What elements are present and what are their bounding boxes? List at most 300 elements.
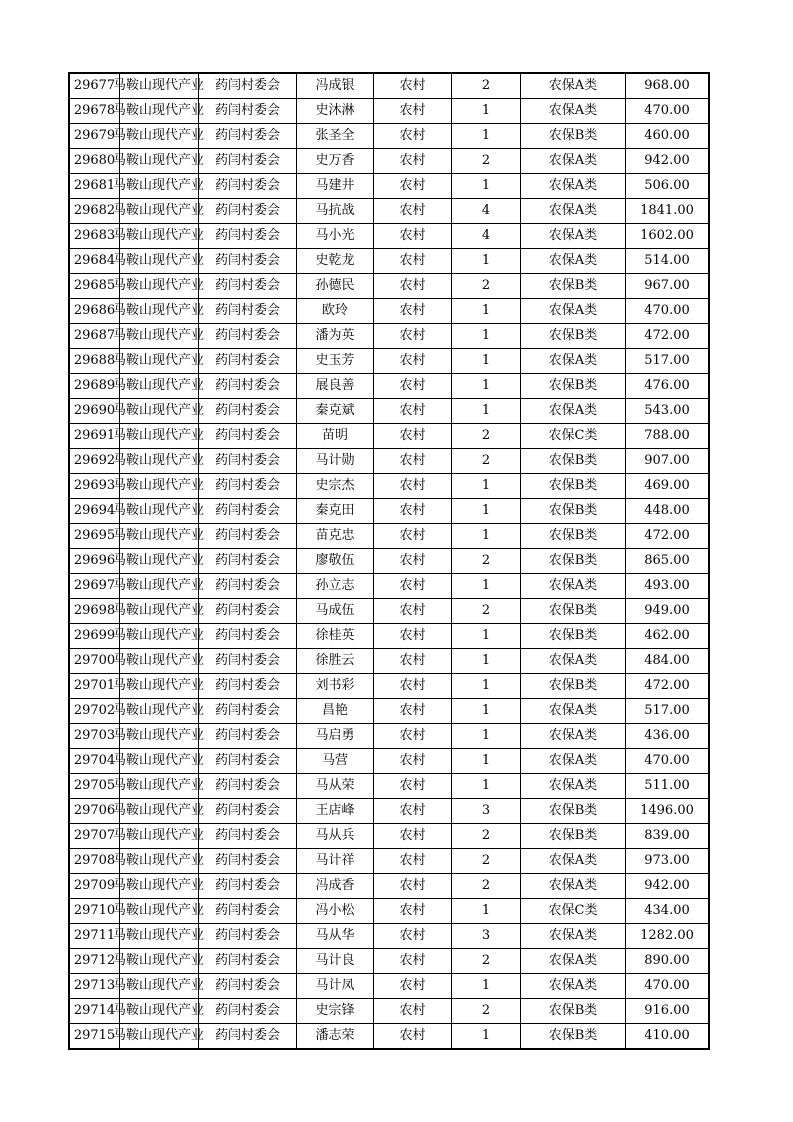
- type-cell: 农村: [374, 574, 452, 599]
- amount-cell: 967.00: [626, 274, 710, 299]
- name-cell: 欧玲: [297, 299, 374, 324]
- table-row: [69, 924, 709, 949]
- category-cell: 农保A类: [521, 699, 626, 724]
- amount-cell: 470.00: [626, 974, 710, 999]
- name-cell: 潘志荣: [297, 1024, 374, 1050]
- amount-cell: 470.00: [626, 749, 710, 774]
- type-cell: 农村: [374, 524, 452, 549]
- count-cell: 1: [452, 724, 521, 749]
- count-cell: 2: [452, 549, 521, 574]
- table-row: [69, 774, 709, 799]
- org-text: 马鞍山现代产业: [113, 828, 205, 843]
- amount-cell: 942.00: [626, 874, 710, 899]
- amount-cell: 462.00: [626, 624, 710, 649]
- name-cell: 刘书彩: [297, 674, 374, 699]
- amount-cell: 434.00: [626, 899, 710, 924]
- org-text: 马鞍山现代产业: [113, 978, 205, 993]
- table-row: [69, 574, 709, 599]
- amount-cell: 493.00: [626, 574, 710, 599]
- name-cell: 展良善: [297, 374, 374, 399]
- count-cell: 1: [452, 99, 521, 124]
- table-row: [69, 849, 709, 874]
- count-cell: 1: [452, 249, 521, 274]
- village-cell: 药闫村委会: [199, 474, 297, 499]
- row-id-cell: 29681: [69, 174, 120, 199]
- table-row: [69, 699, 709, 724]
- amount-cell: 470.00: [626, 99, 710, 124]
- org-cell: [113, 849, 205, 874]
- amount-cell: 506.00: [626, 174, 710, 199]
- org-cell: [113, 399, 205, 424]
- type-cell: 农村: [374, 649, 452, 674]
- name-cell: 秦克田: [297, 499, 374, 524]
- row-id-cell: 29682: [69, 199, 120, 224]
- table-row: [69, 974, 709, 999]
- org-text: 马鞍山现代产业: [113, 353, 205, 368]
- org-text: 马鞍山现代产业: [113, 128, 205, 143]
- table-row: [69, 599, 709, 624]
- amount-cell: 484.00: [626, 649, 710, 674]
- row-id-cell: 29713: [69, 974, 120, 999]
- count-cell: 1: [452, 674, 521, 699]
- amount-cell: 410.00: [626, 1024, 710, 1050]
- category-cell: 农保A类: [521, 249, 626, 274]
- count-cell: 3: [452, 924, 521, 949]
- row-id-cell: 29715: [69, 1024, 120, 1050]
- name-cell: 孙立志: [297, 574, 374, 599]
- amount-cell: 470.00: [626, 299, 710, 324]
- count-cell: 1: [452, 649, 521, 674]
- category-cell: 农保B类: [521, 824, 626, 849]
- name-cell: 张圣全: [297, 124, 374, 149]
- category-cell: 农保C类: [521, 424, 626, 449]
- table-body: [69, 73, 709, 1049]
- village-cell: 药闫村委会: [199, 349, 297, 374]
- name-cell: 史宗锋: [297, 999, 374, 1024]
- amount-cell: 511.00: [626, 774, 710, 799]
- name-cell: 马计良: [297, 949, 374, 974]
- type-cell: 农村: [374, 799, 452, 824]
- village-cell: 药闫村委会: [199, 549, 297, 574]
- name-cell: 冯成香: [297, 874, 374, 899]
- table-row: [69, 674, 709, 699]
- org-text: 马鞍山现代产业: [113, 778, 205, 793]
- org-cell: [113, 149, 205, 174]
- org-cell: [113, 674, 205, 699]
- amount-cell: 865.00: [626, 549, 710, 574]
- row-id-cell: 29697: [69, 574, 120, 599]
- category-cell: 农保B类: [521, 1024, 626, 1050]
- village-cell: 药闫村委会: [199, 149, 297, 174]
- amount-cell: 949.00: [626, 599, 710, 624]
- table-row: [69, 349, 709, 374]
- village-cell: 药闫村委会: [199, 99, 297, 124]
- table-row: [69, 749, 709, 774]
- org-text: 马鞍山现代产业: [113, 928, 205, 943]
- row-id-cell: 29698: [69, 599, 120, 624]
- org-cell: [113, 249, 205, 274]
- row-id-cell: 29701: [69, 674, 120, 699]
- org-cell: [113, 199, 205, 224]
- amount-cell: 469.00: [626, 474, 710, 499]
- category-cell: 农保B类: [521, 599, 626, 624]
- amount-cell: 476.00: [626, 374, 710, 399]
- name-cell: 马从华: [297, 924, 374, 949]
- amount-cell: 968.00: [626, 73, 710, 99]
- count-cell: 1: [452, 749, 521, 774]
- village-cell: 药闫村委会: [199, 899, 297, 924]
- table-row: [69, 499, 709, 524]
- row-id-cell: 29703: [69, 724, 120, 749]
- count-cell: 1: [452, 474, 521, 499]
- count-cell: 1: [452, 774, 521, 799]
- village-cell: 药闫村委会: [199, 724, 297, 749]
- village-cell: 药闫村委会: [199, 974, 297, 999]
- table-row: [69, 1024, 709, 1050]
- type-cell: 农村: [374, 374, 452, 399]
- org-text: 马鞍山现代产业: [113, 203, 205, 218]
- count-cell: 2: [452, 999, 521, 1024]
- category-cell: 农保B类: [521, 799, 626, 824]
- org-cell: [113, 749, 205, 774]
- category-cell: 农保B类: [521, 624, 626, 649]
- org-cell: [113, 474, 205, 499]
- count-cell: 3: [452, 799, 521, 824]
- org-cell: [113, 499, 205, 524]
- org-cell: [113, 174, 205, 199]
- name-cell: 廖敬伍: [297, 549, 374, 574]
- count-cell: 1: [452, 574, 521, 599]
- row-id-cell: 29696: [69, 549, 120, 574]
- org-text: 马鞍山现代产业: [113, 228, 205, 243]
- name-cell: 冯成银: [297, 73, 374, 99]
- row-id-cell: 29710: [69, 899, 120, 924]
- org-text: 马鞍山现代产业: [113, 153, 205, 168]
- org-text: 马鞍山现代产业: [113, 878, 205, 893]
- count-cell: 1: [452, 899, 521, 924]
- type-cell: 农村: [374, 1024, 452, 1050]
- category-cell: 农保B类: [521, 449, 626, 474]
- org-cell: [113, 799, 205, 824]
- village-cell: 药闫村委会: [199, 299, 297, 324]
- count-cell: 1: [452, 699, 521, 724]
- count-cell: 2: [452, 73, 521, 99]
- org-cell: [113, 999, 205, 1024]
- org-text: 马鞍山现代产业: [113, 78, 205, 93]
- count-cell: 1: [452, 624, 521, 649]
- org-text: 马鞍山现代产业: [113, 453, 205, 468]
- type-cell: 农村: [374, 199, 452, 224]
- name-cell: 马从兵: [297, 824, 374, 849]
- count-cell: 4: [452, 199, 521, 224]
- org-cell: [113, 874, 205, 899]
- count-cell: 1: [452, 349, 521, 374]
- org-text: 马鞍山现代产业: [113, 528, 205, 543]
- table-row: [69, 324, 709, 349]
- village-cell: 药闫村委会: [199, 699, 297, 724]
- name-cell: 马小光: [297, 224, 374, 249]
- category-cell: 农保A类: [521, 224, 626, 249]
- type-cell: 农村: [374, 749, 452, 774]
- name-cell: 马抗战: [297, 199, 374, 224]
- org-cell: [113, 649, 205, 674]
- category-cell: 农保A类: [521, 874, 626, 899]
- org-cell: [113, 949, 205, 974]
- village-cell: 药闫村委会: [199, 649, 297, 674]
- amount-cell: 436.00: [626, 724, 710, 749]
- village-cell: 药闫村委会: [199, 749, 297, 774]
- type-cell: 农村: [374, 624, 452, 649]
- table-row: [69, 99, 709, 124]
- org-cell: [113, 124, 205, 149]
- category-cell: 农保A类: [521, 174, 626, 199]
- name-cell: 马计勋: [297, 449, 374, 474]
- org-cell: [113, 73, 205, 99]
- count-cell: 2: [452, 424, 521, 449]
- org-cell: [113, 299, 205, 324]
- count-cell: 2: [452, 824, 521, 849]
- org-text: 马鞍山现代产业: [113, 753, 205, 768]
- name-cell: 苗克忠: [297, 524, 374, 549]
- type-cell: 农村: [374, 249, 452, 274]
- row-id-cell: 29678: [69, 99, 120, 124]
- type-cell: 农村: [374, 499, 452, 524]
- type-cell: 农村: [374, 974, 452, 999]
- row-id-cell: 29684: [69, 249, 120, 274]
- row-id-cell: 29709: [69, 874, 120, 899]
- type-cell: 农村: [374, 699, 452, 724]
- count-cell: 1: [452, 974, 521, 999]
- table-row: [69, 649, 709, 674]
- name-cell: 史玉芳: [297, 349, 374, 374]
- table-row: [69, 999, 709, 1024]
- row-id-cell: 29687: [69, 324, 120, 349]
- village-cell: 药闫村委会: [199, 199, 297, 224]
- row-id-cell: 29708: [69, 849, 120, 874]
- type-cell: 农村: [374, 149, 452, 174]
- name-cell: 潘为英: [297, 324, 374, 349]
- village-cell: 药闫村委会: [199, 999, 297, 1024]
- village-cell: 药闫村委会: [199, 874, 297, 899]
- village-cell: 药闫村委会: [199, 799, 297, 824]
- org-cell: [113, 724, 205, 749]
- amount-cell: 907.00: [626, 449, 710, 474]
- village-cell: 药闫村委会: [199, 274, 297, 299]
- count-cell: 2: [452, 874, 521, 899]
- row-id-cell: 29699: [69, 624, 120, 649]
- table-row: [69, 274, 709, 299]
- org-text: 马鞍山现代产业: [113, 253, 205, 268]
- org-cell: [113, 824, 205, 849]
- org-cell: [113, 1024, 205, 1050]
- category-cell: 农保A类: [521, 99, 626, 124]
- type-cell: 农村: [374, 599, 452, 624]
- org-text: 马鞍山现代产业: [113, 603, 205, 618]
- table-row: [69, 174, 709, 199]
- village-cell: 药闫村委会: [199, 124, 297, 149]
- table-row: [69, 949, 709, 974]
- row-id-cell: 29679: [69, 124, 120, 149]
- table-row: [69, 374, 709, 399]
- amount-cell: 514.00: [626, 249, 710, 274]
- category-cell: 农保B类: [521, 674, 626, 699]
- name-cell: 马建井: [297, 174, 374, 199]
- category-cell: 农保A类: [521, 949, 626, 974]
- org-text: 马鞍山现代产业: [113, 553, 205, 568]
- village-cell: 药闫村委会: [199, 73, 297, 99]
- row-id-cell: 29690: [69, 399, 120, 424]
- category-cell: 农保A类: [521, 73, 626, 99]
- row-id-cell: 29694: [69, 499, 120, 524]
- name-cell: 史沐淋: [297, 99, 374, 124]
- type-cell: 农村: [374, 474, 452, 499]
- org-text: 马鞍山现代产业: [113, 428, 205, 443]
- type-cell: 农村: [374, 349, 452, 374]
- org-text: 马鞍山现代产业: [113, 103, 205, 118]
- org-text: 马鞍山现代产业: [113, 278, 205, 293]
- name-cell: 孙德民: [297, 274, 374, 299]
- count-cell: 2: [452, 949, 521, 974]
- type-cell: 农村: [374, 174, 452, 199]
- village-cell: 药闫村委会: [199, 949, 297, 974]
- name-cell: 昌艳: [297, 699, 374, 724]
- type-cell: 农村: [374, 724, 452, 749]
- type-cell: 农村: [374, 99, 452, 124]
- amount-cell: 472.00: [626, 324, 710, 349]
- type-cell: 农村: [374, 399, 452, 424]
- count-cell: 4: [452, 224, 521, 249]
- row-id-cell: 29683: [69, 224, 120, 249]
- row-id-cell: 29685: [69, 274, 120, 299]
- table-row: [69, 474, 709, 499]
- village-cell: 药闫村委会: [199, 624, 297, 649]
- org-cell: [113, 549, 205, 574]
- category-cell: 农保A类: [521, 724, 626, 749]
- org-cell: [113, 974, 205, 999]
- village-cell: 药闫村委会: [199, 524, 297, 549]
- type-cell: 农村: [374, 949, 452, 974]
- org-text: 马鞍山现代产业: [113, 1028, 205, 1043]
- type-cell: 农村: [374, 73, 452, 99]
- name-cell: 徐胜云: [297, 649, 374, 674]
- org-text: 马鞍山现代产业: [113, 503, 205, 518]
- category-cell: 农保A类: [521, 149, 626, 174]
- count-cell: 2: [452, 449, 521, 474]
- name-cell: 马计祥: [297, 849, 374, 874]
- count-cell: 1: [452, 299, 521, 324]
- village-cell: 药闫村委会: [199, 174, 297, 199]
- row-id-cell: 29688: [69, 349, 120, 374]
- row-id-cell: 29695: [69, 524, 120, 549]
- org-cell: [113, 449, 205, 474]
- type-cell: 农村: [374, 324, 452, 349]
- org-text: 马鞍山现代产业: [113, 853, 205, 868]
- org-text: 马鞍山现代产业: [113, 403, 205, 418]
- org-text: 马鞍山现代产业: [113, 653, 205, 668]
- village-cell: 药闫村委会: [199, 1024, 297, 1050]
- table-row: [69, 874, 709, 899]
- table-row: [69, 449, 709, 474]
- org-text: 马鞍山现代产业: [113, 478, 205, 493]
- table-row: [69, 299, 709, 324]
- org-cell: [113, 524, 205, 549]
- category-cell: 农保B类: [521, 549, 626, 574]
- org-text: 马鞍山现代产业: [113, 1003, 205, 1018]
- amount-cell: 1282.00: [626, 924, 710, 949]
- org-text: 马鞍山现代产业: [113, 803, 205, 818]
- category-cell: 农保B类: [521, 524, 626, 549]
- row-id-cell: 29712: [69, 949, 120, 974]
- org-cell: [113, 699, 205, 724]
- org-cell: [113, 574, 205, 599]
- village-cell: 药闫村委会: [199, 449, 297, 474]
- table-row: [69, 224, 709, 249]
- org-cell: [113, 899, 205, 924]
- type-cell: 农村: [374, 449, 452, 474]
- org-cell: [113, 324, 205, 349]
- row-id-cell: 29702: [69, 699, 120, 724]
- table-row: [69, 824, 709, 849]
- category-cell: 农保A类: [521, 974, 626, 999]
- row-id-cell: 29707: [69, 824, 120, 849]
- type-cell: 农村: [374, 299, 452, 324]
- village-cell: 药闫村委会: [199, 424, 297, 449]
- amount-cell: 543.00: [626, 399, 710, 424]
- count-cell: 2: [452, 599, 521, 624]
- org-text: 马鞍山现代产业: [113, 953, 205, 968]
- amount-cell: 1602.00: [626, 224, 710, 249]
- name-cell: 冯小松: [297, 899, 374, 924]
- category-cell: 农保A类: [521, 349, 626, 374]
- row-id-cell: 29693: [69, 474, 120, 499]
- row-id-cell: 29714: [69, 999, 120, 1024]
- table-row: [69, 424, 709, 449]
- type-cell: 农村: [374, 424, 452, 449]
- table-row: [69, 149, 709, 174]
- village-cell: 药闫村委会: [199, 249, 297, 274]
- amount-cell: 472.00: [626, 674, 710, 699]
- table-row: [69, 799, 709, 824]
- name-cell: 马成伍: [297, 599, 374, 624]
- type-cell: 农村: [374, 849, 452, 874]
- row-id-cell: 29689: [69, 374, 120, 399]
- category-cell: 农保A类: [521, 849, 626, 874]
- village-cell: 药闫村委会: [199, 674, 297, 699]
- category-cell: 农保A类: [521, 574, 626, 599]
- count-cell: 1: [452, 174, 521, 199]
- village-cell: 药闫村委会: [199, 499, 297, 524]
- count-cell: 2: [452, 274, 521, 299]
- amount-cell: 1841.00: [626, 199, 710, 224]
- amount-cell: 973.00: [626, 849, 710, 874]
- village-cell: 药闫村委会: [199, 224, 297, 249]
- village-cell: 药闫村委会: [199, 599, 297, 624]
- type-cell: 农村: [374, 224, 452, 249]
- amount-cell: 1496.00: [626, 799, 710, 824]
- type-cell: 农村: [374, 274, 452, 299]
- count-cell: 1: [452, 1024, 521, 1050]
- table-row: [69, 73, 709, 99]
- count-cell: 1: [452, 499, 521, 524]
- table-row: [69, 899, 709, 924]
- amount-cell: 448.00: [626, 499, 710, 524]
- name-cell: 秦克斌: [297, 399, 374, 424]
- count-cell: 2: [452, 149, 521, 174]
- amount-cell: 839.00: [626, 824, 710, 849]
- table-row: [69, 249, 709, 274]
- name-cell: 王店峰: [297, 799, 374, 824]
- type-cell: 农村: [374, 874, 452, 899]
